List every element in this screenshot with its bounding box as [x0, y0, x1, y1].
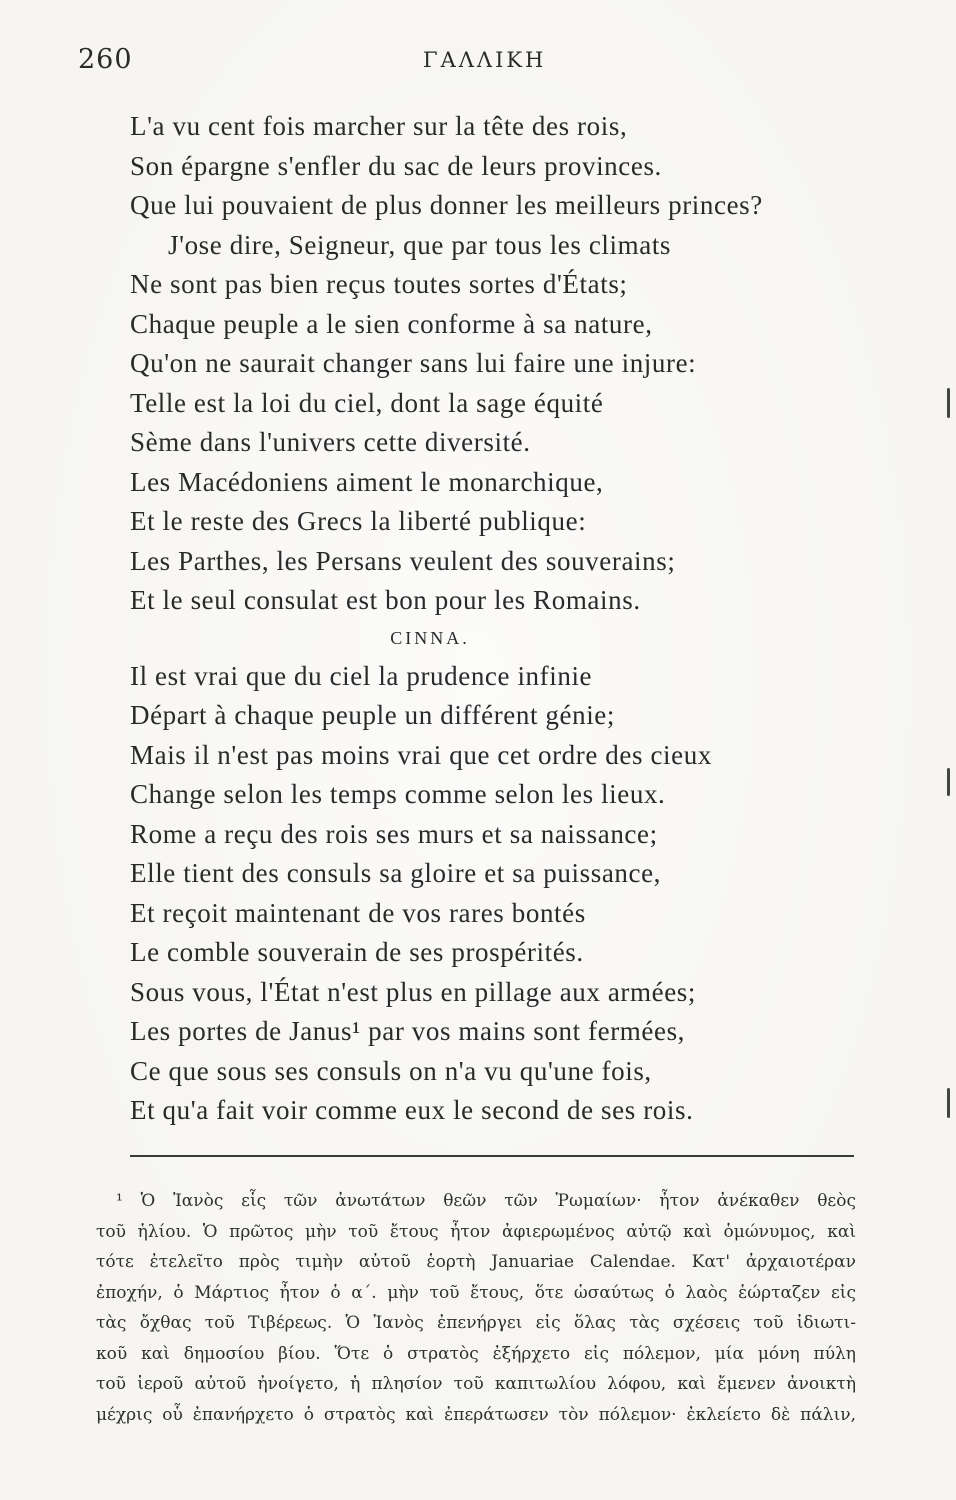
verse-line: Les Parthes, les Persans veulent des souverains; [130, 545, 676, 576]
verse-line: Sous vous, l'État n'est plus en pillage aux armées; [130, 976, 696, 1007]
verse-line: Sème dans l'univers cette diversité. [130, 427, 531, 457]
footnote-line: ἐποχήν, ὁ Μάρτιος ἦτον ὁ α΄. μὴν τοῦ ἔτους, ὅτε ὡσαύτως ὁ λαὸς ἑώρταζεν εἰς [96, 1282, 856, 1303]
verse-line: Telle est la loi du ciel, dont la sage équité [130, 387, 604, 418]
page-edge-mark [947, 768, 950, 796]
footnote-line: ¹ Ὁ Ἰανὸς εἷς τῶν ἀνωτάτων θεῶν τῶν Ῥωμαίων· ἦτον ἀνέκαθεν θεὸς [116, 1191, 856, 1211]
verse-line: Départ à chaque peuple un différent génie; [130, 700, 615, 730]
speaker-name: CINNA. [390, 627, 470, 648]
verse-line: Ne sont pas bien reçus toutes sortes d'États; [130, 269, 628, 299]
verse-line: Ce que sous ses consuls on n'a vu qu'une fois, [130, 1055, 652, 1086]
footnote-line: τότε ἐτελεῖτο πρὸς τιμὴν αὐτοῦ ἑορτὴ Januariae Calendae. Κατ' ἀρχαιοτέραν [96, 1252, 856, 1272]
verse-line: Et qu'a fait voir comme eux le second de ses rois. [130, 1095, 694, 1125]
verse-line: Change selon les temps comme selon les lieux. [130, 779, 666, 809]
verse-line: Et le reste des Grecs la liberté publique: [130, 506, 587, 536]
verse-block [130, 107, 850, 1131]
running-title: ΓΑΛΛΙΚΗ [423, 48, 547, 72]
footnote-line: τὰς ὄχθας τοῦ Τιβέρεως. Ὁ Ἰανὸς ἐπενήργει εἰς ὅλας τὰς σχέσεις τοῦ ἰδιωτι- [96, 1313, 856, 1333]
footnotes-block [96, 1186, 856, 1430]
verse-line: Et le seul consulat est bon pour les Romains. [130, 585, 641, 615]
verse-line: Son épargne s'enfler du sac de leurs provinces. [130, 150, 662, 181]
page-number: 260 [78, 44, 133, 75]
verse-line: Chaque peuple a le sien conforme à sa nature, [130, 308, 653, 339]
footnote-line: τοῦ ἱεροῦ αὐτοῦ ἠνοίγετο, ἡ πλησίον τοῦ καπιτωλίου λόφου, καὶ ἔμενεν ἀνοικτὴ [96, 1374, 856, 1394]
verse-line: Il est vrai que du ciel la prudence infinie [130, 660, 593, 691]
verse-line: Les Macédoniens aiment le monarchique, [130, 466, 604, 497]
verse-line: J'ose dire, Seigneur, que par tous les climats [168, 229, 672, 260]
verse-line: Que lui pouvaient de plus donner les meilleurs princes? [130, 190, 763, 220]
verse-line: Qu'on ne saurait changer sans lui faire une injure: [130, 348, 697, 378]
footnote-line: μέχρις οὗ ἐπανήρχετο ὁ στρατὸς καὶ ἐπεράτωσεν τὸν πόλεμον· ἐκλείετο δὲ πάλιν, [96, 1404, 856, 1425]
verse-line: Rome a reçu des rois ses murs et sa naissance; [130, 818, 658, 849]
verse-line: Elle tient des consuls sa gloire et sa puissance, [130, 858, 662, 888]
page-edge-mark [947, 388, 950, 418]
verse-line: L'a vu cent fois marcher sur la tête des rois, [130, 111, 628, 141]
verse-line: Le comble souverain de ses prospérités. [130, 937, 584, 967]
page-header [78, 44, 866, 84]
verse-line: Les portes de Janus¹ par vos mains sont fermées, [130, 1016, 686, 1046]
page-edge-mark [947, 1088, 950, 1118]
footnote-line: κοῦ καὶ δημοσίου βίου. Ὅτε ὁ στρατὸς ἐξήρχετο εἰς πόλεμον, μία μόνη πύλη [96, 1343, 856, 1364]
verse-line: Mais il n'est pas moins vrai que cet ordre des cieux [130, 739, 712, 770]
footnote-separator [130, 1155, 854, 1157]
footnote-line: τοῦ ἡλίου. Ὁ πρῶτος μὴν τοῦ ἔτους ἦτον ἀφιερωμένος αὐτῷ καὶ ὁμώνυμος, καὶ [96, 1221, 856, 1242]
verse-line: Et reçoit maintenant de vos rares bontés [130, 897, 586, 928]
